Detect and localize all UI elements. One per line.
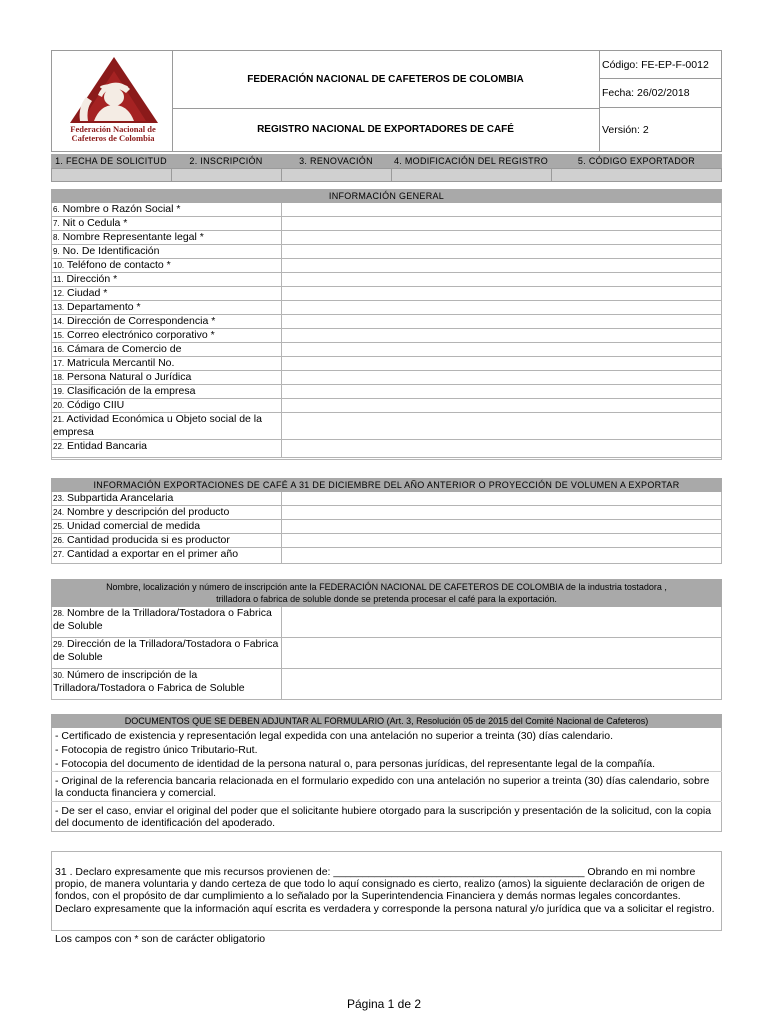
general-value-field[interactable]	[282, 413, 722, 439]
export-label	[53, 520, 279, 533]
codigo-exportador-field[interactable]	[552, 169, 721, 181]
export-row	[51, 534, 722, 548]
doc-item-5: - De ser el caso, enviar el original del poder que el solicitante hubiere otorgado para la suscripción y presentación de la solicitud, con la copia del documento de identificación del apoderado.	[55, 805, 712, 829]
general-number: 22.	[53, 442, 65, 451]
doc-item-3: - Fotocopia del documento de identidad de la persona natural o, para personas jurídicas, del representante legal de la compañía.	[55, 758, 656, 770]
general-text: Dirección *	[63, 273, 118, 285]
general-row	[51, 315, 722, 329]
trilladora-number: 28.	[53, 609, 65, 618]
general-label	[53, 413, 279, 438]
general-text: Matricula Mercantil No.	[64, 357, 175, 369]
form-header	[51, 50, 722, 152]
general-number: 19.	[53, 387, 65, 396]
trilladora-text: Dirección de la Trilladora/Tostadora o Fabrica de Soluble	[53, 638, 279, 663]
general-row	[51, 440, 722, 458]
doc-item-4: - Original de la referencia bancaria relacionada en el formulario expedido con una antelación no superior a treinta (30) días calendario, sobre la conducta financiera y comercial.	[55, 775, 710, 799]
general-text: Entidad Bancaria	[64, 440, 148, 452]
general-number: 13.	[53, 303, 65, 312]
general-text: Actividad Económica u Objeto social de la empresa	[53, 413, 262, 438]
export-number: 26.	[53, 536, 65, 545]
general-text: Departamento *	[64, 301, 141, 313]
trilladora-row	[51, 669, 722, 700]
general-value-field[interactable]	[282, 287, 722, 300]
general-number: 14.	[53, 317, 65, 326]
trilladora-value-field[interactable]	[282, 607, 722, 637]
option-fecha-solicitud: 1. FECHA DE SOLICITUD	[55, 156, 167, 166]
modificacion-field[interactable]	[392, 169, 550, 181]
general-number: 15.	[53, 331, 65, 340]
option-codigo-exportador: 5. CÓDIGO EXPORTADOR	[577, 156, 696, 166]
export-text: Nombre y descripción del producto	[64, 506, 230, 518]
general-value-field[interactable]	[282, 343, 722, 356]
fecha-solicitud-field[interactable]	[52, 169, 170, 181]
export-row	[51, 506, 722, 520]
export-text: Subpartida Arancelaria	[64, 492, 174, 504]
general-row	[51, 231, 722, 245]
general-value-field[interactable]	[282, 385, 722, 398]
general-value-field[interactable]	[282, 315, 722, 328]
trilladora-title-line1: Nombre, localización y número de inscripción ante la FEDERACIÓN NACIONAL DE CAFETEROS DE COLOMBIA de la industria tostadora ,	[106, 582, 667, 592]
general-row	[51, 357, 722, 371]
general-value-field[interactable]	[282, 217, 722, 230]
general-label	[53, 273, 279, 286]
declaration-text: 31 . Declaro expresamente que mis recursos provienen de: ___________________________________________ Obrando en mi nombre propio, de manera voluntaria y dando certeza de que todo lo aquí consignado es cierto, realizo (amos) la siguiente declaración de origen de fondos, con el propósito de dar cumplimiento a lo señalado por la Superintendencia Financiera y demás normas legales concordantes. Declaro expresamente que la información aquí escrita es verdadera y corresponde la persona natural y/o jurídica que va a solicitar el registro.	[55, 866, 715, 915]
general-label	[53, 329, 279, 342]
export-number: 23.	[53, 494, 65, 503]
org-name: FEDERACIÓN NACIONAL DE CAFETEROS DE COLOMBIA	[172, 51, 600, 109]
trilladora-text: Nombre de la Trilladora/Tostadora o Fabrica de Soluble	[53, 607, 272, 632]
inscripcion-field[interactable]	[172, 169, 280, 181]
general-value-field[interactable]	[282, 273, 722, 286]
general-value-field[interactable]	[282, 329, 722, 342]
general-row	[51, 371, 722, 385]
general-info-title: INFORMACIÓN GENERAL	[51, 189, 722, 203]
general-number: 7.	[53, 219, 60, 228]
general-text: Nombre Representante legal *	[59, 231, 204, 243]
general-value-field[interactable]	[282, 259, 722, 272]
form-code: Código: FE-EP-F-0012	[600, 51, 722, 79]
general-number: 10.	[53, 261, 65, 270]
general-text: Nombre o Razón Social *	[59, 203, 181, 215]
general-number: 12.	[53, 289, 65, 298]
export-value-field[interactable]	[282, 534, 722, 547]
page-number: Página 1 de 2	[346, 997, 422, 1011]
export-text: Unidad comercial de medida	[64, 520, 201, 532]
general-label	[53, 301, 279, 314]
export-value-field[interactable]	[282, 548, 722, 563]
general-text: Correo electrónico corporativo *	[64, 329, 215, 341]
general-text: Cámara de Comercio de	[64, 343, 182, 355]
general-value-field[interactable]	[282, 245, 722, 258]
documents-title: DOCUMENTOS QUE SE DEBEN ADJUNTAR AL FORMULARIO (Art. 3, Resolución 05 de 2015 del Comité Nacional de Cafeteros)	[51, 714, 722, 728]
doc-item-1: - Certificado de existencia y representación legal expedida con una antelación no superior a treinta (30) días calendario.	[55, 730, 614, 742]
export-text: Cantidad producida si es productor	[64, 534, 230, 546]
general-row	[51, 343, 722, 357]
trilladora-label	[53, 607, 279, 632]
general-value-field[interactable]	[282, 231, 722, 244]
general-row	[51, 203, 722, 217]
mandatory-note: Los campos con * son de carácter obligatorio	[55, 933, 266, 945]
general-label	[53, 343, 279, 356]
general-row	[51, 399, 722, 413]
general-number: 9.	[53, 247, 60, 256]
general-number: 8.	[53, 233, 60, 242]
general-label	[53, 287, 279, 300]
trilladora-row	[51, 607, 722, 638]
general-row	[51, 273, 722, 287]
general-text: Clasificación de la empresa	[64, 385, 196, 397]
export-row	[51, 548, 722, 564]
general-text: Dirección de Correspondencia *	[64, 315, 216, 327]
trilladora-text: Número de inscripción de la Trilladora/Tostadora o Fabrica de Soluble	[53, 669, 245, 694]
exports-info-title: INFORMACIÓN EXPORTACIONES DE CAFÉ A 31 DE DICIEMBRE DEL AÑO ANTERIOR O PROYECCIÓN DE VOLUMEN A EXPORTAR	[51, 478, 722, 492]
general-value-field[interactable]	[282, 371, 722, 384]
option-modificacion: 4. MODIFICACIÓN DEL REGISTRO	[393, 156, 549, 166]
export-value-field[interactable]	[282, 506, 722, 519]
general-text: Código CIIU	[64, 399, 125, 411]
general-label	[53, 259, 279, 272]
renovacion-field[interactable]	[282, 169, 390, 181]
trilladora-row	[51, 638, 722, 669]
general-row	[51, 329, 722, 343]
general-number: 21.	[53, 415, 65, 424]
general-value-field[interactable]	[282, 357, 722, 370]
general-text: Ciudad *	[64, 287, 108, 299]
export-label	[53, 506, 279, 519]
general-label	[53, 231, 279, 244]
general-label	[53, 385, 279, 398]
export-number: 25.	[53, 522, 65, 531]
trilladora-number: 29.	[53, 640, 65, 649]
general-row	[51, 287, 722, 301]
export-row	[51, 520, 722, 534]
form-date: Fecha: 26/02/2018	[600, 79, 722, 108]
export-text: Cantidad a exportar en el primer año	[64, 548, 239, 560]
general-number: 20.	[53, 401, 65, 410]
logo-text-line1: Federación Nacional de	[70, 124, 156, 134]
general-row	[51, 301, 722, 315]
general-number: 18.	[53, 373, 65, 382]
general-label	[53, 315, 279, 328]
general-row	[51, 259, 722, 273]
general-row	[51, 413, 722, 440]
general-text: Teléfono de contacto *	[64, 259, 171, 271]
trilladora-label	[53, 638, 279, 663]
general-label	[53, 203, 279, 216]
trilladora-value-field[interactable]	[282, 638, 722, 668]
general-value-field[interactable]	[282, 399, 722, 412]
general-text: No. De Identificación	[59, 245, 160, 257]
general-label	[53, 357, 279, 370]
logo-text-line2: Cafeteros de Colombia	[71, 133, 155, 143]
general-row	[51, 245, 722, 259]
general-label	[53, 217, 279, 230]
general-label	[53, 371, 279, 384]
trilladora-value-field[interactable]	[282, 669, 722, 699]
export-number: 27.	[53, 550, 65, 559]
general-value-field[interactable]	[282, 203, 722, 216]
form-version: Versión: 2	[602, 123, 649, 136]
general-number: 11.	[53, 275, 64, 284]
export-label	[53, 492, 279, 505]
general-label	[53, 245, 279, 258]
general-row	[51, 385, 722, 399]
general-label	[53, 399, 279, 412]
general-label	[53, 440, 279, 453]
option-renovacion: 3. RENOVACIÓN	[299, 156, 373, 166]
export-value-field[interactable]	[282, 492, 722, 505]
trilladora-label	[53, 669, 279, 694]
trilladora-title	[51, 579, 722, 607]
general-text: Persona Natural o Jurídica	[64, 371, 192, 383]
export-number: 24.	[53, 508, 65, 517]
general-row	[51, 217, 722, 231]
option-inscripcion: 2. INSCRIPCIÓN	[189, 156, 263, 166]
general-value-field[interactable]	[282, 440, 722, 457]
general-value-field[interactable]	[282, 301, 722, 314]
export-label	[53, 548, 279, 561]
general-text: Nit o Cedula *	[59, 217, 128, 229]
general-number: 16.	[53, 345, 65, 354]
export-value-field[interactable]	[282, 520, 722, 533]
form-title: REGISTRO NACIONAL DE EXPORTADORES DE CAFÉ	[172, 108, 600, 151]
general-number: 6.	[53, 205, 60, 214]
general-number: 17.	[53, 359, 65, 368]
trilladora-title-line2: trilladora o fabrica de soluble donde se pretenda procesar el café para la exportación.	[216, 594, 557, 604]
export-row	[51, 492, 722, 506]
doc-item-2: - Fotocopia de registro único Tributario-Rut.	[55, 744, 258, 756]
export-label	[53, 534, 279, 547]
fnc-logo	[52, 51, 173, 151]
trilladora-number: 30.	[53, 671, 65, 680]
